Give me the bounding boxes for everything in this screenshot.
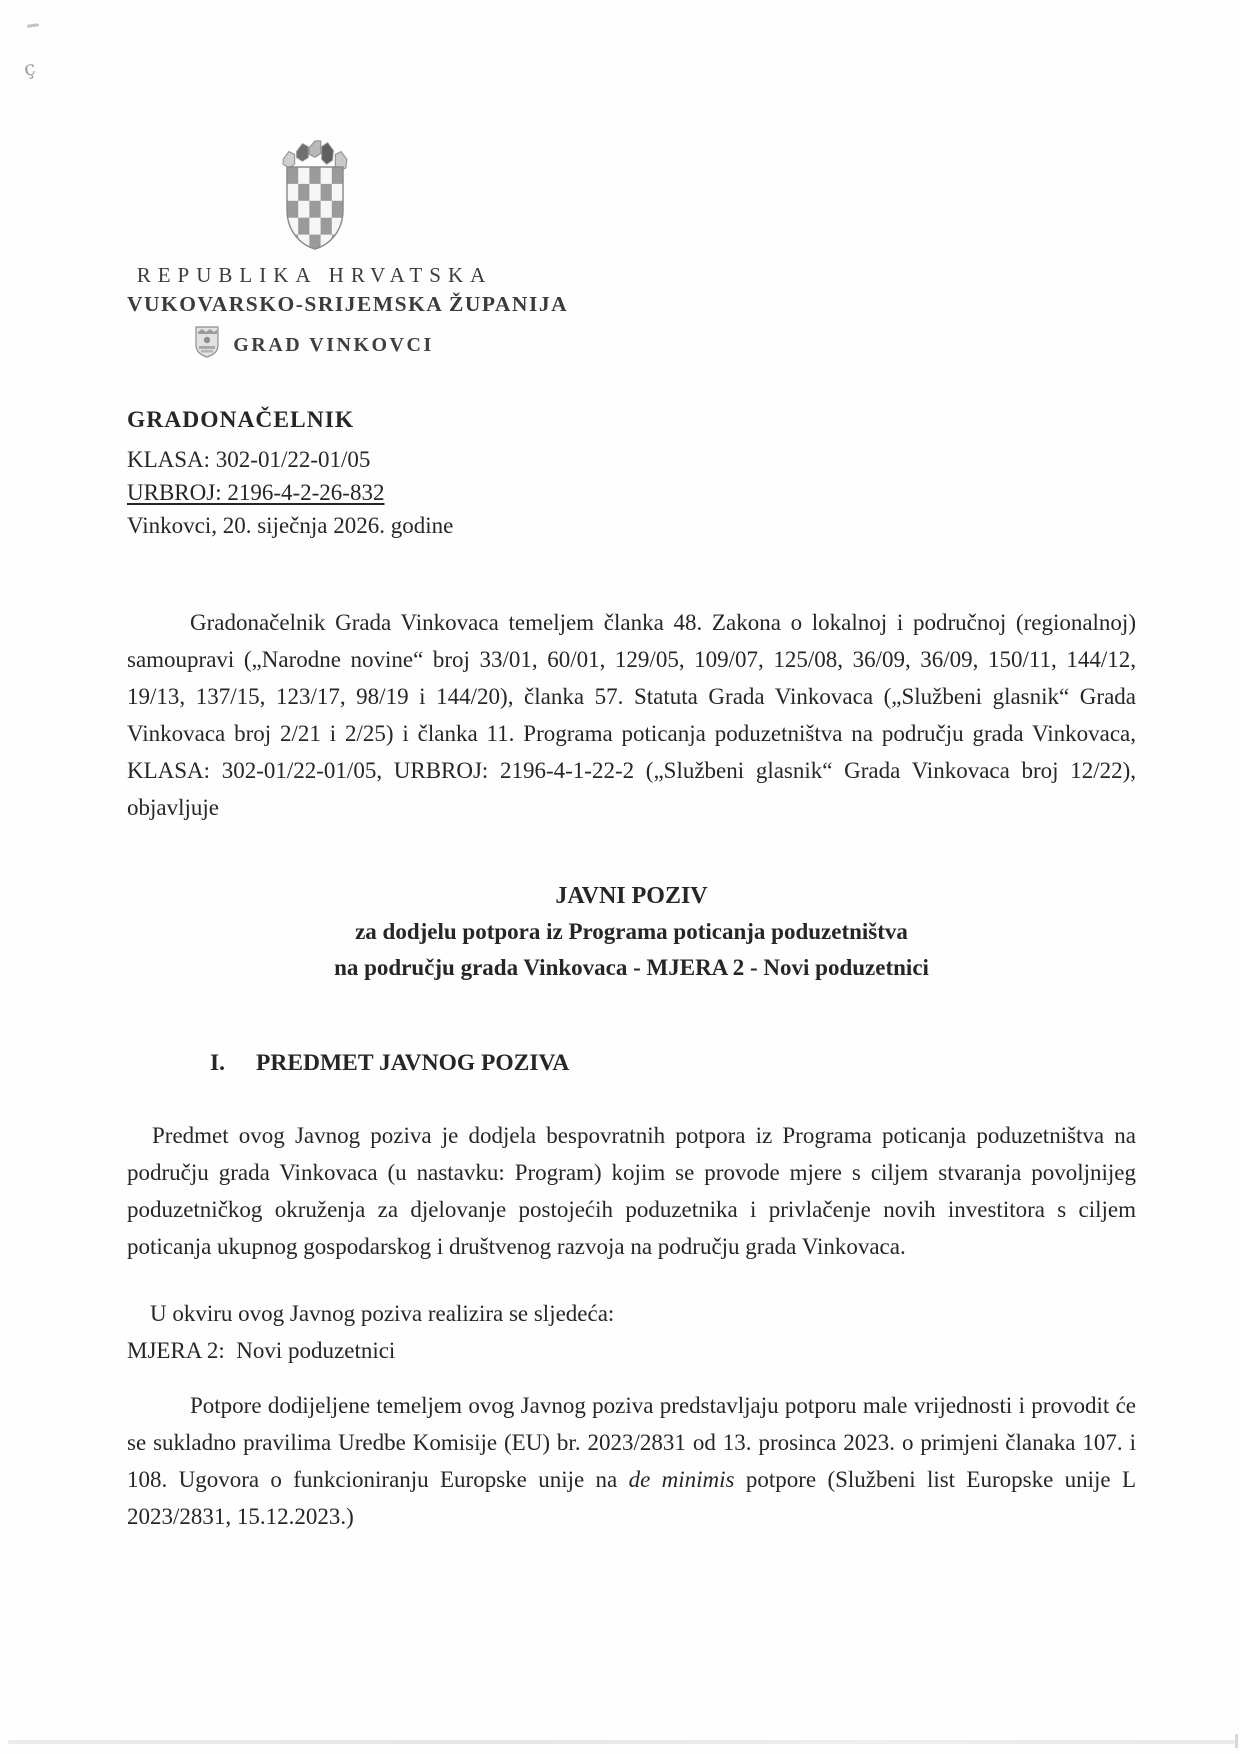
scan-artifact-bottom-line [8,1740,1235,1744]
vinkovci-emblem-icon [195,326,219,364]
office-title: GRADONAČELNIK [127,407,355,433]
city-name: GRAD VINKOVCI [233,333,434,356]
croatia-coat-of-arms-icon [281,138,349,257]
paragraph-2-text: Potpore dodijeljene temeljem ovog Javnog poziva predstavljaju potporu male vrijednosti i provodit će se sukladno pravilima Uredbe Komisije (EU) br. 2023/2831 od 13. prosinca 2023. o primjeni članaka 107. i 108. Ugovora o funkcioniranju Europske unije na [127,1393,1136,1492]
de-minimis-italic: de minimis [628,1467,735,1492]
klasa-line: KLASA: 302-01/22-01/05 [127,447,371,472]
paragraph-2-text-end: potpore (Službeni list Europske unije L 2023/2831, 15.12.2023.) [127,1467,1137,1529]
scan-artifact-edge-tick [1235,1734,1238,1748]
scan-artifact-dash [27,23,39,28]
section-1-number: I. [210,1050,226,1076]
title-line-3: na području grada Vinkovaca - MJERA 2 - Novi poduzetnici [334,955,929,980]
scan-artifact-squiggle: ç [22,55,38,81]
document-title [127,878,1136,986]
state-header [127,138,569,364]
title-line-1: JAVNI POZIV [555,883,708,909]
mjera-line: MJERA 2: Novi poduzetnici [127,1338,396,1363]
section-1-paragraph-2 [127,1387,1136,1535]
section-1-heading [127,1050,1136,1077]
section-1-paragraph-1: Predmet ovog Javnog poziva je dodjela bespovratnih potpora iz Programa poticanja poduzetništva na području grada Vinkovaca (u nastavku: Program) kojim se provode mjere s ciljem stvaranja povoljnijeg poduzetničkog okruženja za djelovanje postojećih poduzetnika i privlačenje novih investitora s ciljem poticanja ukupnog gospodarskog i društvenog razvoja na području grada Vinkovaca. [127,1123,1136,1259]
intro-paragraph: Gradonačelnik Grada Vinkovaca temeljem članka 48. Zakona o lokalnoj i područnoj (regionalnoj) samoupravi („Narodne novine“ broj 33/01, 60/01, 129/05, 109/07, 125/08, 36/09, 36/09, 150/11, 144/12, 19/13, 137/15, 123/17, 98/19 i 144/20), članka 57. Statuta Grada Vinkovaca („Službeni glasnik“ Grada Vinkovaca broj 2/21 i 2/25) i članka 11. Programa poticanja poduzetništva na području grada Vinkovaca, KLASA: 302-01/22-01/05, URBROJ: 2196-4-1-22-2 („Službeni glasnik“ Grada Vinkovaca broj 12/22), objavljuje [127,610,1136,820]
mjera-intro-line: U okviru ovog Javnog poziva realizira se sljedeća: [150,1301,615,1326]
document-meta [127,404,1136,542]
city-line [127,326,502,364]
urbroj-line: URBROJ: 2196-4-2-26-832 [127,480,385,505]
title-line-2: za dodjelu potpora iz Programa poticanja poduzetništva [355,919,908,944]
country-name: REPUBLIKA HRVATSKA [136,263,493,287]
section-1-title: PREDMET JAVNOG POZIVA [256,1050,570,1076]
county-name: VUKOVARSKO-SRIJEMSKA ŽUPANIJA [127,292,569,316]
place-date-line: Vinkovci, 20. siječnja 2026. godine [127,513,454,538]
